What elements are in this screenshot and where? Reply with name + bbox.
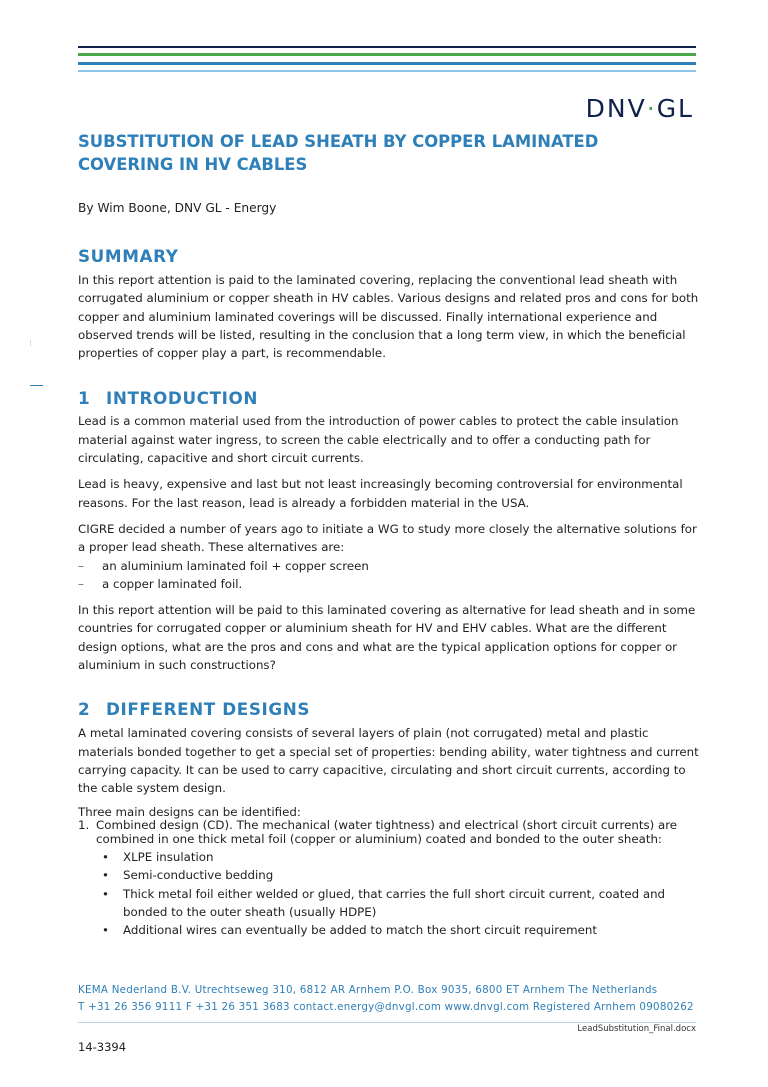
header-stripe-blue xyxy=(78,62,696,65)
alternatives-list xyxy=(78,557,703,594)
designs-intro-line: Three main designs can be identified: xyxy=(78,804,301,819)
footer-filename: LeadSubstitution_Final.docx xyxy=(577,1024,696,1034)
design-bullets xyxy=(78,848,703,939)
logo-text-left: DNV xyxy=(585,94,647,123)
numbered-item-1 xyxy=(78,819,703,846)
summary-heading: SUMMARY xyxy=(78,246,179,266)
list-item: • Semi-conductive bedding xyxy=(98,866,703,884)
intro-paragraph-4: In this report attention will be paid to this laminated covering as alternative for lead sheath and in some countries for corrugated copper or aluminium sheath for HV and EHV cables. What are the different design options, what are the pros and cons and what are the typical application options for copper or aluminium in such constructions? xyxy=(78,603,696,673)
header-stripe-green xyxy=(78,53,696,56)
section-title: INTRODUCTION xyxy=(106,388,258,409)
header-stripe-light-blue xyxy=(78,70,696,72)
intro-paragraph-2: Lead is heavy, expensive and last but not least increasingly becoming controversial for environmental reasons. For the last reason, lead is already a forbidden material in the USA. xyxy=(78,477,683,510)
document-number: 14-3394 xyxy=(78,1040,127,1054)
logo-text-right: GL xyxy=(656,94,694,123)
section-number: 2 xyxy=(78,699,91,720)
logo-dot: · xyxy=(646,94,657,123)
list-item: – an aluminium laminated foil + copper screen xyxy=(78,557,703,575)
footer-address xyxy=(78,982,703,1015)
section-title: DIFFERENT DESIGNS xyxy=(106,699,311,720)
intro-paragraph-3: CIGRE decided a number of years ago to initiate a WG to study more closely the alternative solutions for a proper lead sheath. These alternatives are: xyxy=(78,521,697,555)
footer-line-1: KEMA Nederland B.V. Utrechtseweg 310, 6812 AR Arnhem P.O. Box 9035, 6800 ET Arnhem The Netherlands xyxy=(78,984,658,996)
document-title xyxy=(78,130,703,176)
list-item: • Additional wires can eventually be added to match the short circuit requirement xyxy=(98,921,703,939)
item-text: Combined design (CD). The mechanical (water tightness) and electrical (short circuit currents) are combined in one thick metal foil (copper or aluminium) coated and bonded to the outer sheath: xyxy=(96,818,678,846)
list-item: • XLPE insulation xyxy=(98,848,703,866)
footer-divider xyxy=(78,1022,696,1023)
introduction-heading xyxy=(78,387,703,409)
list-item: – a copper laminated foil. xyxy=(78,575,703,593)
header-stripe-navy xyxy=(78,46,696,48)
margin-tick xyxy=(30,340,31,346)
section-number: 1 xyxy=(78,388,91,409)
title-line-2: COVERING IN HV CABLES xyxy=(78,155,308,174)
title-line-1: SUBSTITUTION OF LEAD SHEATH BY COPPER LAMINATED xyxy=(78,132,599,151)
footer-line-2: T +31 26 356 9111 F +31 26 351 3683 contact.energy@dnvgl.com www.dnvgl.com Registered Arnhem 09080262 xyxy=(78,1000,694,1013)
dnvgl-logo xyxy=(586,94,694,123)
intro-paragraph-1: Lead is a common material used from the introduction of power cables to protect the cable insulation material against water ingress, to screen the cable electrically and to offer a conducting path for circulating, capacitive and short circuit currents. xyxy=(78,414,679,466)
author-line: By Wim Boone, DNV GL - Energy xyxy=(78,201,277,215)
list-item: • Thick metal foil either welded or glued, that carries the full short circuit current, coated and bonded to the outer sheath (usually HDPE) xyxy=(98,885,703,922)
designs-paragraph-1: A metal laminated covering consists of several layers of plain (not corrugated) metal and plastic materials bonded together to get a special set of properties: bending ability, water tightness and current carrying capacity. It can be used to carry capacitive, circulating and short circuit currents, according to the cable system design. xyxy=(78,726,699,796)
designs-heading xyxy=(78,698,703,720)
margin-mark xyxy=(30,385,43,386)
document-body xyxy=(78,130,703,940)
item-number: 1. xyxy=(78,818,90,833)
summary-text: In this report attention is paid to the laminated covering, replacing the conventional lead sheath with corrugated aluminium or copper sheath in HV cables. Various designs and related pros and cons for both copper and aluminium laminated coverings will be discussed. Finally international experience and observed trends will be listed, resulting in the conclusion that a long term view, in which the beneficial properties of copper play a part, is recommendable. xyxy=(78,273,699,361)
